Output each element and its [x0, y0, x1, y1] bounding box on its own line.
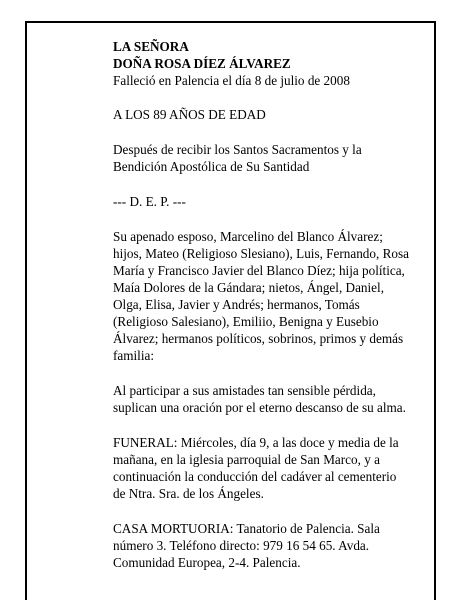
mortuary-line: Comunidad Europea, 2-4. Palencia.: [113, 555, 301, 570]
family-line: María y Francisco Javier del Blanco Díez; hija política,: [113, 263, 405, 278]
sacraments-line: Después de recibir los Santos Sacramentos y la: [113, 142, 362, 157]
funeral-line: FUNERAL: Miércoles, día 9, a las doce y media de la: [113, 435, 399, 450]
mortuary-paragraph: [113, 520, 421, 571]
family-line: Olga, Elisa, Javier y Andrés; hermanos, Tomás: [113, 297, 360, 312]
family-line: hijos, Mateo (Religioso Slesiano), Luis, Fernando, Rosa: [113, 246, 409, 261]
funeral-line: continuación la conducción del cadáver al cementerio: [113, 469, 397, 484]
mortuary-line: número 3. Teléfono directo: 979 16 54 65. Avda.: [113, 538, 370, 553]
funeral-line: mañana, en la iglesia parroquial de San Marco, y a: [113, 452, 380, 467]
deceased-name: DOÑA ROSA DÍEZ ÁLVAREZ: [113, 56, 291, 71]
request-line: Al participar a sus amistades tan sensible pérdida,: [113, 383, 376, 398]
sacraments-line: Bendición Apostólica de Su Santidad: [113, 159, 310, 174]
age-line: A LOS 89 AÑOS DE EDAD: [113, 107, 266, 122]
family-paragraph: [113, 228, 421, 364]
funeral-paragraph: [113, 434, 421, 502]
family-line: (Religioso Salesiano), Emiliio, Benigna y Eusebio: [113, 314, 379, 329]
family-line: familia:: [113, 348, 155, 363]
sacraments-paragraph: [113, 141, 421, 175]
heading-block: [113, 38, 421, 89]
rip-line: --- D. E. P. ---: [113, 194, 186, 209]
mortuary-line: CASA MORTUORIA: Tanatorio de Palencia. Sala: [113, 521, 380, 536]
family-line: Su apenado esposo, Marcelino del Blanco Álvarez;: [113, 229, 383, 244]
title-line-1: LA SEÑORA: [113, 39, 189, 54]
family-line: Álvarez; hermanos políticos, sobrinos, primos y demás: [113, 331, 404, 346]
request-paragraph: [113, 382, 421, 416]
request-line: suplican una oración por el eterno descanso de su alma.: [113, 400, 406, 415]
funeral-line: de Ntra. Sra. de los Ángeles.: [113, 486, 264, 501]
death-date-line: Falleció en Palencia el día 8 de julio de 2008: [113, 73, 350, 88]
family-line: Maía Dolores de la Gándara; nietos, Ángel, Daniel,: [113, 280, 384, 295]
obituary-notice: [113, 38, 421, 589]
